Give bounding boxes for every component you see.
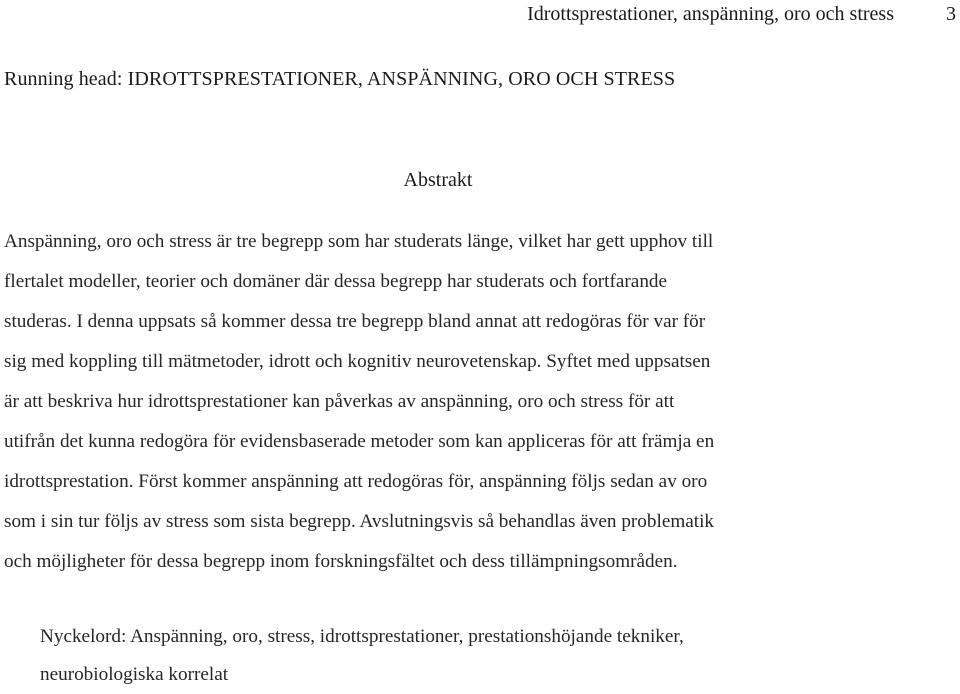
abstract-line: studeras. I denna uppsats så kommer dessa tre begrepp bland annat att redogöras för var för [4,311,706,332]
abstract-line: är att beskriva hur idrottsprestationer kan påverkas av anspänning, oro och stress för att [4,391,675,412]
page-number: 3 [946,2,956,25]
page-header [527,0,960,28]
abstract-line: idrottsprestation. Först kommer anspänning att redogöras för, anspänning följs sedan av oro [4,471,708,492]
keywords-line-2: neurobiologiska korrelat [40,664,229,685]
abstract-line: som i sin tur följs av stress som sista begrepp. Avslutningsvis så behandlas även problematik [4,511,715,532]
keywords-label: Nyckelord: [40,626,127,647]
abstract-line: och möjligheter för dessa begrepp inom forskningsfältet och dess tillämpningsområden. [4,551,678,572]
abstract-line: sig med koppling till mätmetoder, idrott och kognitiv neurovetenskap. Syftet med uppsatsen [4,351,711,372]
running-head: Running head: IDROTTSPRESTATIONER, ANSPÄNNING, ORO OCH STRESS [4,68,676,90]
abstract-line: flertalet modeller, teorier och domäner där dessa begrepp har studerats och fortfarande [4,271,668,292]
abstract-heading: Abstrakt [403,169,473,191]
abstract-body [4,222,944,582]
keywords-list: Anspänning, oro, stress, idrottsprestationer, prestationshöjande tekniker, [130,626,684,647]
keywords-line-1 [40,618,940,656]
abstract-line: Anspänning, oro och stress är tre begrepp som har studerats länge, vilket har gett upphov till [4,231,714,252]
header-title: Idrottsprestationer, anspänning, oro och stress [527,2,894,25]
keywords [40,618,940,694]
abstract-line: utifrån det kunna redogöra för evidensbaserade metoder som kan appliceras för att främja en [4,431,715,452]
